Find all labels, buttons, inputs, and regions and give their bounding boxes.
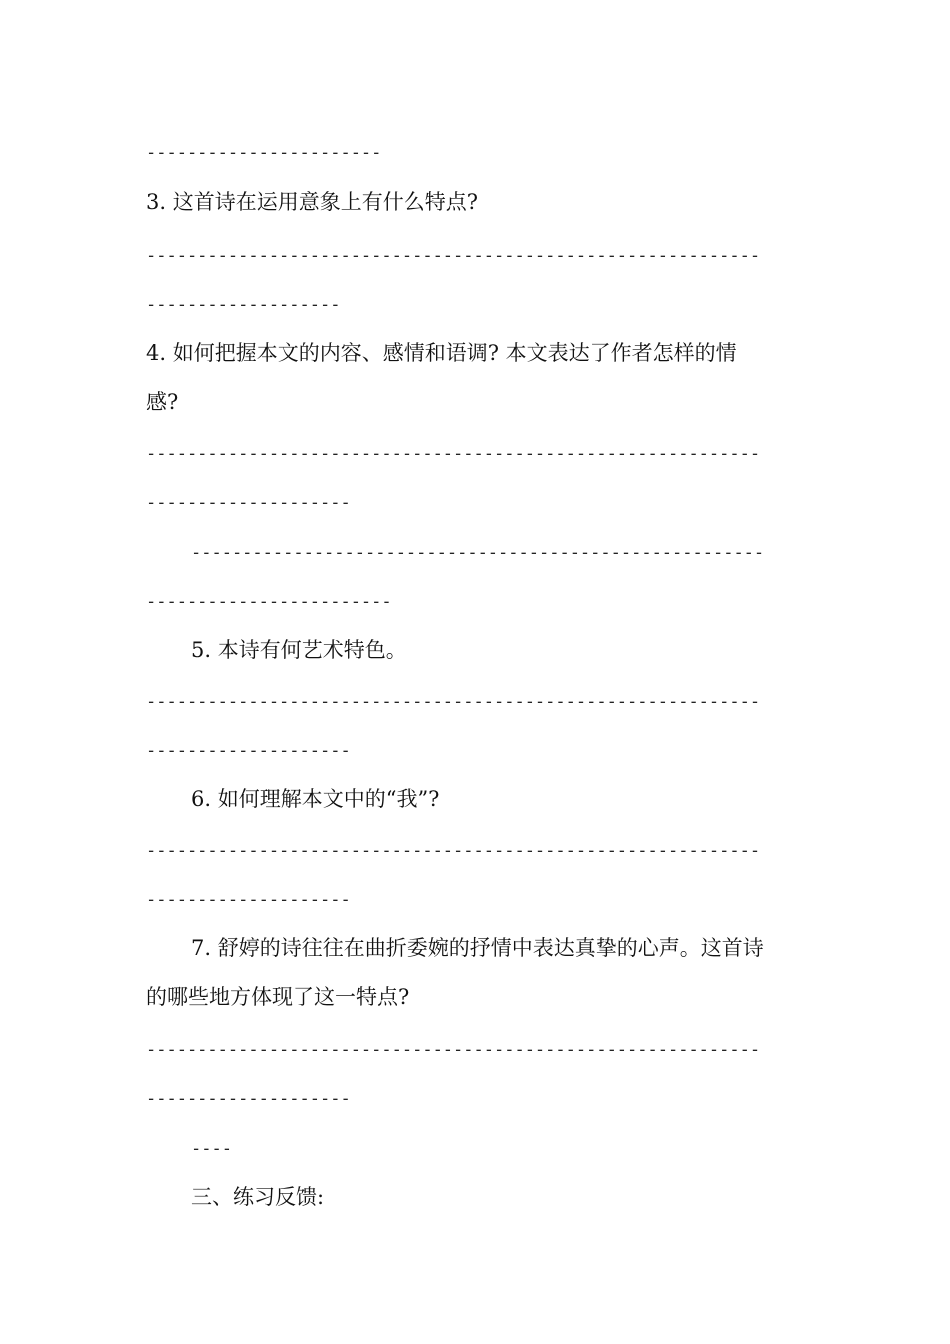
answer-line-q6-a: ------------------------------------------------------------ (146, 841, 761, 861)
answer-line-q7-a: ------------------------------------------------------------ (146, 1040, 761, 1060)
question-4-line2: 感? (146, 390, 179, 414)
question-3: 3. 这首诗在运用意象上有什么特点? (146, 190, 478, 214)
question-4-line1: 4. 如何把握本文的内容、感情和语调? 本文表达了作者怎样的情 (146, 341, 737, 365)
answer-line-q7-c: ---- (191, 1139, 232, 1159)
section-heading-practice: 三、练习反馈: (191, 1185, 325, 1209)
answer-line-q5-a: ------------------------------------------------------------ (146, 692, 761, 712)
question-6: 6. 如何理解本文中的“我”? (191, 787, 440, 811)
answer-line-q5-b: -------------------- (146, 741, 351, 761)
answer-line-q4-b: -------------------- (146, 493, 351, 513)
answer-line-q6-b: -------------------- (146, 890, 351, 910)
answer-line-q3-a: ------------------------------------------------------------ (146, 246, 761, 266)
answer-line-q4-d: ------------------------ (146, 592, 392, 612)
question-5: 5. 本诗有何艺术特色。 (191, 638, 407, 662)
question-7-line2: 的哪些地方体现了这一特点? (146, 985, 410, 1009)
answer-line-q4-c: -------------------------------------------------------- (191, 543, 765, 563)
question-7-line1: 7. 舒婷的诗往往在曲折委婉的抒情中表达真挚的心声。这首诗 (191, 936, 764, 960)
answer-line-q4-a: ------------------------------------------------------------ (146, 444, 761, 464)
answer-line-q3-b: ------------------- (146, 295, 341, 315)
answer-line-q7-b: -------------------- (146, 1089, 351, 1109)
answer-line-q2-end: ----------------------- (146, 143, 382, 163)
